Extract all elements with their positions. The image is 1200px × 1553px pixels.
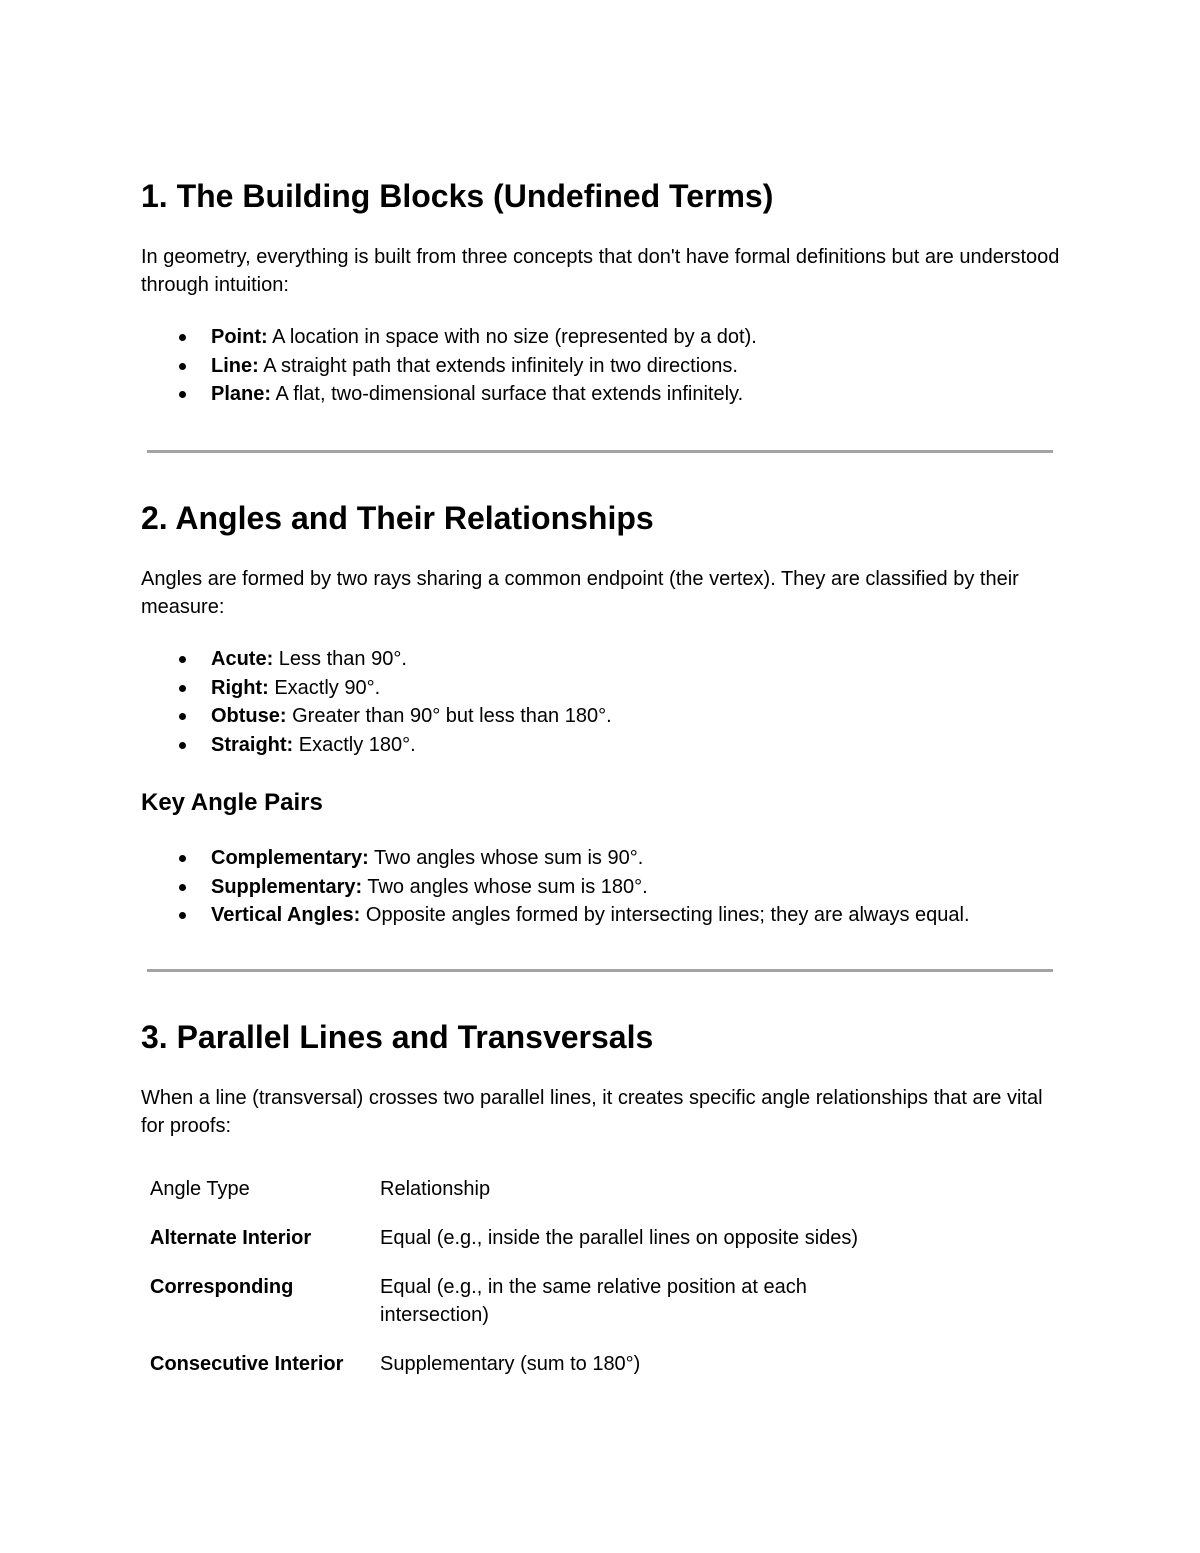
list-item (141, 873, 970, 902)
list-item (141, 352, 757, 381)
list-item-text: A location in space with no size (represented by a dot). (267, 326, 757, 348)
table-cell: Equal (e.g., in the same relative position at each intersection) (380, 1276, 807, 1326)
list-item-term: Acute: (211, 648, 274, 670)
list-item-text: Opposite angles formed by intersecting lines; they are always equal. (360, 904, 970, 926)
section-2-intro: Angles are formed by two rays sharing a common endpoint (the vertex). They are classified by their measure: (141, 568, 1019, 618)
list-item-text: Greater than 90° but less than 180°. (286, 705, 612, 727)
table-header-row (141, 1172, 960, 1224)
table-row (141, 1224, 960, 1273)
list-item (141, 844, 970, 873)
bullet-icon (179, 391, 186, 398)
table-cell: Corresponding (150, 1276, 294, 1298)
table-row (141, 1350, 960, 1399)
bullet-icon (179, 742, 186, 749)
bullet-icon (179, 713, 186, 720)
section-2-heading: 2. Angles and Their Relationships (141, 500, 654, 536)
list-item (141, 323, 757, 352)
table-cell: Alternate Interior (150, 1227, 312, 1249)
bullet-icon (179, 685, 186, 692)
horizontal-rule (147, 969, 1053, 972)
table-row (141, 1273, 960, 1350)
list-item-text: Less than 90°. (273, 648, 407, 670)
list-item-text: Two angles whose sum is 180°. (362, 875, 648, 898)
list-item-text: Exactly 90°. (268, 676, 381, 699)
list-item-text: Two angles whose sum is 90°. (368, 847, 644, 869)
list-item (141, 645, 612, 674)
section-3-intro: When a line (transversal) crosses two parallel lines, it creates specific angle relationships that are vital for proofs: (141, 1087, 1043, 1137)
section-3-heading: 3. Parallel Lines and Transversals (141, 1019, 654, 1055)
list-item-term: Complementary: (211, 847, 369, 869)
list-item (141, 731, 612, 760)
section-1-heading: 1. The Building Blocks (Undefined Terms) (141, 178, 774, 214)
list-item-term: Obtuse: (211, 705, 287, 727)
table-header-cell: Angle Type (150, 1178, 250, 1200)
list-item-term: Line: (211, 354, 259, 377)
list-item (141, 674, 612, 703)
list-item-term: Plane: (211, 383, 272, 405)
angle-relationships-table (141, 1172, 960, 1399)
bullet-icon (179, 656, 186, 663)
list-item-text: A flat, two-dimensional surface that extends infinitely. (271, 383, 744, 405)
bullet-icon (179, 334, 186, 341)
table-cell: Equal (e.g., inside the parallel lines on opposite sides) (380, 1227, 859, 1249)
horizontal-rule (147, 450, 1053, 453)
list-item-term: Straight: (211, 733, 294, 756)
angle-pairs-list (141, 844, 970, 930)
table-cell: Supplementary (sum to 180°) (380, 1353, 641, 1375)
bullet-icon (179, 855, 186, 862)
table-header-cell: Relationship (380, 1178, 491, 1200)
bullet-icon (179, 363, 186, 370)
undefined-terms-list (141, 323, 757, 409)
list-item-term: Right: (211, 676, 269, 699)
list-item-text: Exactly 180°. (293, 733, 416, 756)
list-item-term: Vertical Angles: (211, 904, 361, 926)
list-item (141, 702, 612, 731)
list-item-text: A straight path that extends infinitely in two directions. (258, 354, 738, 377)
table-cell: Consecutive Interior (150, 1353, 344, 1375)
list-item-term: Supplementary: (211, 875, 363, 898)
list-item (141, 380, 757, 409)
bullet-icon (179, 884, 186, 891)
key-angle-pairs-heading: Key Angle Pairs (141, 789, 323, 816)
section-1-intro: In geometry, everything is built from three concepts that don't have formal definitions but are understood through intuition: (141, 246, 1060, 296)
list-item (141, 901, 970, 930)
angle-types-list (141, 645, 612, 759)
bullet-icon (179, 912, 186, 919)
list-item-term: Point: (211, 326, 268, 348)
